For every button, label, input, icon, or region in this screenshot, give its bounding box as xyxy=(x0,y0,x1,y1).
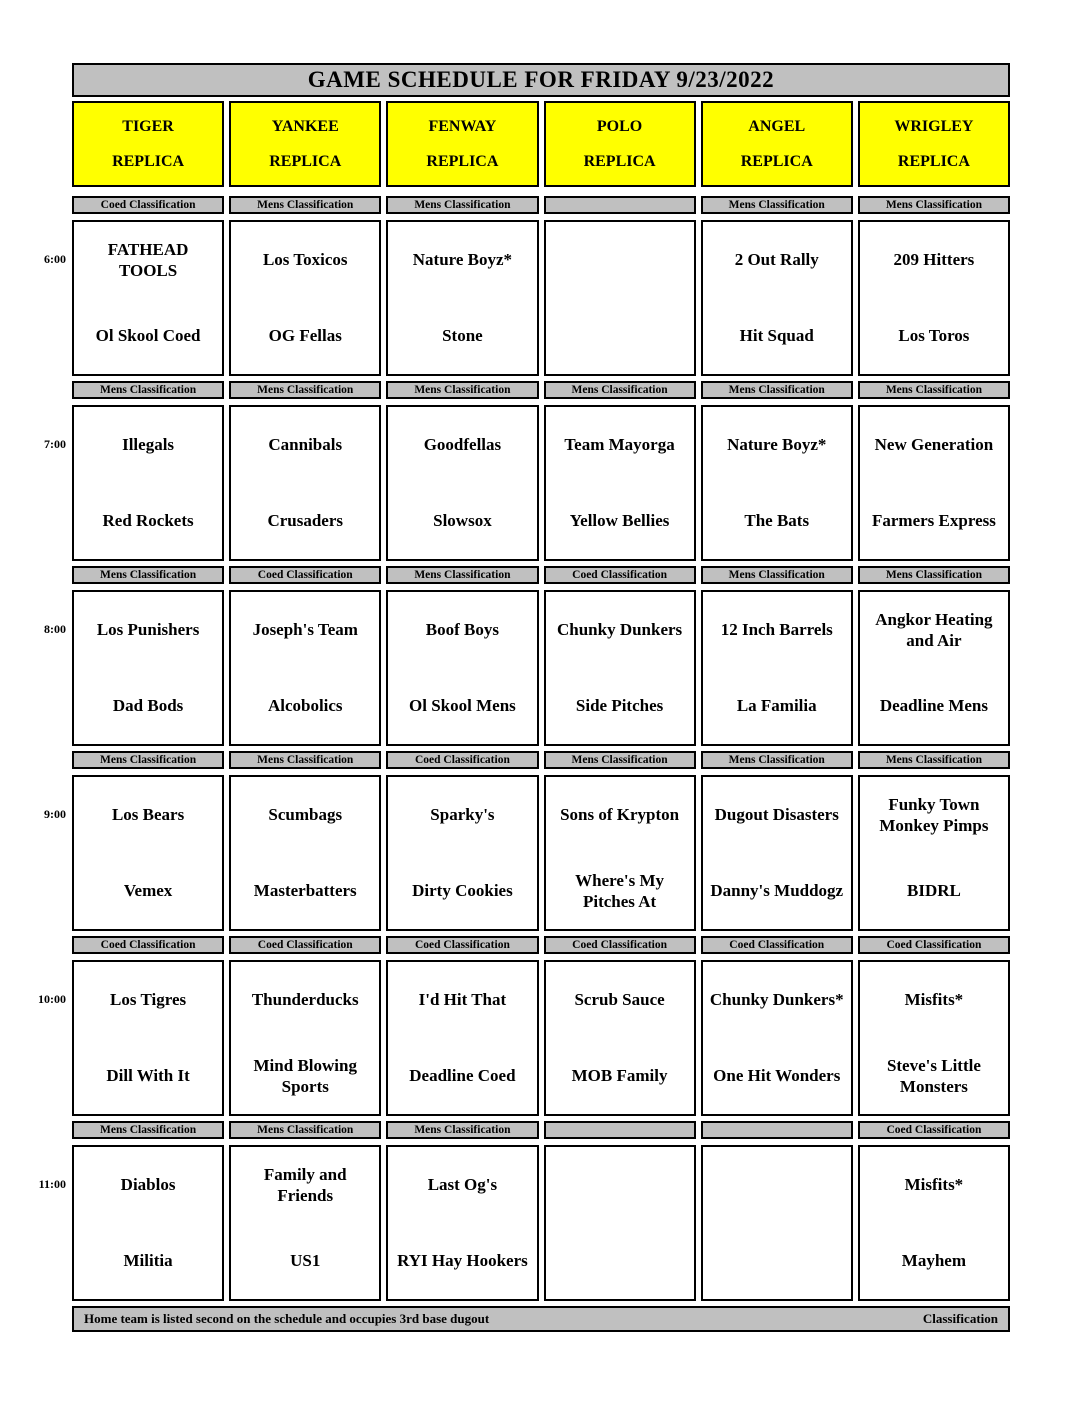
classification-fenway-600: Mens Classification xyxy=(386,196,538,214)
home-team: Danny's Muddogz xyxy=(710,881,844,901)
game-cell-yankee-1000 xyxy=(229,960,381,1116)
field-name: WRIGLEY xyxy=(894,117,974,135)
game-cell-yankee-700 xyxy=(229,405,381,561)
time-label-900: 9:00 xyxy=(44,807,66,821)
classification-row-700 xyxy=(72,381,1010,399)
away-team: Family and Friends xyxy=(263,1164,347,1205)
field-header-tiger xyxy=(72,101,224,187)
field-type: REPLICA xyxy=(583,152,656,170)
footer-note: Home team is listed second on the schedule and occupies 3rd base dugout xyxy=(84,1311,490,1326)
classification-row-800 xyxy=(72,566,1010,584)
time-label-1100: 11:00 xyxy=(38,1177,66,1191)
home-team: Militia xyxy=(123,1251,173,1271)
time-label-800: 8:00 xyxy=(44,622,66,636)
game-cell-tiger-1000 xyxy=(72,960,224,1116)
field-header-angel xyxy=(701,101,853,187)
game-cell-fenway-1100 xyxy=(386,1145,538,1301)
field-type: REPLICA xyxy=(269,152,342,170)
home-team: Stone xyxy=(442,326,483,346)
classification-angel-800: Mens Classification xyxy=(701,566,853,584)
field-type: REPLICA xyxy=(112,152,185,170)
classification-polo-1100 xyxy=(544,1121,696,1139)
classification-tiger-800: Mens Classification xyxy=(72,566,224,584)
field-name: FENWAY xyxy=(428,117,497,135)
classification-yankee-800: Coed Classification xyxy=(229,566,381,584)
game-cell-polo-800 xyxy=(544,590,696,746)
classification-yankee-1000: Coed Classification xyxy=(229,936,381,954)
classification-row-1000 xyxy=(72,936,1010,954)
classification-row-600 xyxy=(72,196,1010,214)
classification-angel-700: Mens Classification xyxy=(701,381,853,399)
classification-tiger-600: Coed Classification xyxy=(72,196,224,214)
classification-wrigley-900: Mens Classification xyxy=(858,751,1010,769)
time-block-1000 xyxy=(38,936,1010,1116)
game-cell-tiger-600 xyxy=(72,220,224,376)
home-team: Steve's Little Monsters xyxy=(886,1055,981,1096)
away-team: Goodfellas xyxy=(423,435,502,455)
away-team: Chunky Dunkers* xyxy=(709,990,844,1010)
time-block-700 xyxy=(44,381,1010,561)
away-team: Scumbags xyxy=(268,805,343,825)
time-label-1000: 10:00 xyxy=(38,992,66,1006)
game-cell-fenway-600 xyxy=(386,220,538,376)
schedule-title: GAME SCHEDULE FOR FRIDAY 9/23/2022 xyxy=(72,63,1010,97)
game-cell-yankee-900 xyxy=(229,775,381,931)
game-cell-angel-700 xyxy=(701,405,853,561)
home-team: Vemex xyxy=(123,881,173,901)
home-team: La Familia xyxy=(736,696,817,716)
away-team: Misfits* xyxy=(904,1175,964,1195)
game-cell-tiger-900 xyxy=(72,775,224,931)
field-name: POLO xyxy=(596,117,643,135)
classification-yankee-1100: Mens Classification xyxy=(229,1121,381,1139)
home-team: Red Rockets xyxy=(102,511,194,531)
classification-fenway-700: Mens Classification xyxy=(386,381,538,399)
home-team: The Bats xyxy=(744,511,810,531)
game-cell-angel-900 xyxy=(701,775,853,931)
game-row-700 xyxy=(72,405,1010,561)
away-team: Misfits* xyxy=(904,990,964,1010)
game-cell-angel-1100 xyxy=(701,1145,853,1301)
classification-yankee-600: Mens Classification xyxy=(229,196,381,214)
away-team: Funky Town Monkey Pimps xyxy=(879,794,989,835)
home-team: Masterbatters xyxy=(253,881,357,901)
home-team: Dirty Cookies xyxy=(412,881,513,901)
game-row-1000 xyxy=(72,960,1010,1116)
away-team: Scrub Sauce xyxy=(574,990,665,1010)
classification-tiger-1000: Coed Classification xyxy=(72,936,224,954)
away-team: I'd Hit That xyxy=(418,990,507,1010)
field-type: REPLICA xyxy=(897,152,970,170)
home-team: Where's My Pitches At xyxy=(575,870,665,911)
field-header-yankee xyxy=(229,101,381,187)
time-block-800 xyxy=(44,566,1010,746)
field-type: REPLICA xyxy=(740,152,813,170)
classification-yankee-700: Mens Classification xyxy=(229,381,381,399)
away-team: Thunderducks xyxy=(251,990,359,1010)
home-team: Farmers Express xyxy=(871,511,996,531)
classification-wrigley-600: Mens Classification xyxy=(858,196,1010,214)
field-header-polo xyxy=(544,101,696,187)
away-team: Los Toxicos xyxy=(262,250,348,270)
home-team: Dad Bods xyxy=(112,696,184,716)
game-cell-fenway-900 xyxy=(386,775,538,931)
game-cell-wrigley-600 xyxy=(858,220,1010,376)
footer-classification-label: Classification xyxy=(922,1311,998,1326)
classification-angel-1000: Coed Classification xyxy=(701,936,853,954)
game-cell-tiger-700 xyxy=(72,405,224,561)
footer-bar xyxy=(72,1306,1010,1332)
classification-angel-600: Mens Classification xyxy=(701,196,853,214)
away-team: Joseph's Team xyxy=(252,620,358,640)
classification-fenway-800: Mens Classification xyxy=(386,566,538,584)
game-cell-polo-900 xyxy=(544,775,696,931)
field-header-row xyxy=(72,101,1010,187)
classification-fenway-1000: Coed Classification xyxy=(386,936,538,954)
time-block-1100 xyxy=(38,1121,1010,1301)
away-team: Nature Boyz* xyxy=(727,435,827,455)
home-team xyxy=(546,1223,694,1299)
home-team: OG Fellas xyxy=(268,326,342,346)
classification-polo-800: Coed Classification xyxy=(544,566,696,584)
game-cell-polo-700 xyxy=(544,405,696,561)
field-name: YANKEE xyxy=(271,117,339,135)
classification-polo-700: Mens Classification xyxy=(544,381,696,399)
away-team: Sparky's xyxy=(430,805,495,825)
classification-row-1100 xyxy=(72,1121,1010,1139)
away-team: Angkor Heating and Air xyxy=(875,609,993,650)
game-cell-angel-800 xyxy=(701,590,853,746)
game-cell-tiger-1100 xyxy=(72,1145,224,1301)
home-team: Deadline Mens xyxy=(879,696,988,716)
time-label-700: 7:00 xyxy=(44,437,66,451)
game-cell-fenway-1000 xyxy=(386,960,538,1116)
home-team: Mayhem xyxy=(901,1251,967,1271)
home-team: Mind Blowing Sports xyxy=(253,1055,357,1096)
time-block-900 xyxy=(44,751,1010,931)
home-team: BIDRL xyxy=(906,881,961,901)
away-team: Illegals xyxy=(122,435,175,455)
game-cell-tiger-800 xyxy=(72,590,224,746)
away-team: Boof Boys xyxy=(425,620,500,640)
classification-tiger-700: Mens Classification xyxy=(72,381,224,399)
game-cell-polo-1100 xyxy=(544,1145,696,1301)
away-team: Sons of Krypton xyxy=(560,805,680,825)
classification-polo-1000: Coed Classification xyxy=(544,936,696,954)
game-cell-yankee-1100 xyxy=(229,1145,381,1301)
classification-angel-900: Mens Classification xyxy=(701,751,853,769)
game-cell-wrigley-900 xyxy=(858,775,1010,931)
classification-fenway-1100: Mens Classification xyxy=(386,1121,538,1139)
classification-wrigley-700: Mens Classification xyxy=(858,381,1010,399)
home-team: Hit Squad xyxy=(739,326,814,346)
away-team: Last Og's xyxy=(427,1175,498,1195)
home-team: Yellow Bellies xyxy=(569,511,670,531)
classification-tiger-900: Mens Classification xyxy=(72,751,224,769)
home-team: Ol Skool Mens xyxy=(409,696,516,716)
away-team: Nature Boyz* xyxy=(412,250,513,270)
classification-polo-600 xyxy=(544,196,696,214)
game-row-600 xyxy=(72,220,1010,376)
classification-fenway-900: Coed Classification xyxy=(386,751,538,769)
away-team xyxy=(546,1147,694,1223)
time-blocks xyxy=(38,196,1010,1301)
game-cell-polo-600 xyxy=(544,220,696,376)
away-team: FATHEAD TOOLS xyxy=(107,239,189,280)
home-team: Ol Skool Coed xyxy=(95,326,201,346)
game-cell-angel-1000 xyxy=(701,960,853,1116)
away-team xyxy=(546,222,694,298)
classification-angel-1100 xyxy=(701,1121,853,1139)
home-team xyxy=(703,1223,851,1299)
away-team: Los Punishers xyxy=(96,620,200,640)
away-team: Cannibals xyxy=(268,435,343,455)
game-cell-polo-1000 xyxy=(544,960,696,1116)
game-cell-angel-600 xyxy=(701,220,853,376)
classification-yankee-900: Mens Classification xyxy=(229,751,381,769)
home-team: Alcobolics xyxy=(267,696,343,716)
field-name: TIGER xyxy=(122,117,174,135)
away-team: 2 Out Rally xyxy=(734,250,819,270)
field-header-wrigley xyxy=(858,101,1010,187)
away-team: Dugout Disasters xyxy=(714,805,839,825)
game-row-900 xyxy=(72,775,1010,931)
classification-wrigley-1100: Coed Classification xyxy=(858,1121,1010,1139)
game-cell-yankee-800 xyxy=(229,590,381,746)
game-cell-wrigley-800 xyxy=(858,590,1010,746)
game-cell-wrigley-1000 xyxy=(858,960,1010,1116)
game-row-800 xyxy=(72,590,1010,746)
home-team: Crusaders xyxy=(267,511,344,531)
away-team: Chunky Dunkers xyxy=(556,620,683,640)
field-header-fenway xyxy=(386,101,538,187)
away-team: 209 Hitters xyxy=(893,250,975,270)
classification-polo-900: Mens Classification xyxy=(544,751,696,769)
classification-wrigley-1000: Coed Classification xyxy=(858,936,1010,954)
game-cell-fenway-700 xyxy=(386,405,538,561)
game-cell-yankee-600 xyxy=(229,220,381,376)
home-team: US1 xyxy=(290,1251,321,1271)
home-team: Slowsox xyxy=(433,511,492,531)
home-team: Los Toros xyxy=(898,326,970,346)
home-team xyxy=(546,298,694,374)
away-team: Los Tigres xyxy=(110,990,187,1010)
game-schedule xyxy=(38,63,1010,1332)
home-team: One Hit Wonders xyxy=(713,1066,841,1086)
classification-row-900 xyxy=(72,751,1010,769)
away-team: Diablos xyxy=(120,1175,176,1195)
home-team: Deadline Coed xyxy=(409,1066,516,1086)
away-team xyxy=(703,1147,851,1223)
game-cell-wrigley-1100 xyxy=(858,1145,1010,1301)
game-cell-fenway-800 xyxy=(386,590,538,746)
home-team: Side Pitches xyxy=(575,696,664,716)
home-team: MOB Family xyxy=(571,1066,668,1086)
time-label-600: 6:00 xyxy=(44,252,66,266)
home-team: RYI Hay Hookers xyxy=(397,1251,528,1271)
away-team: Team Mayorga xyxy=(564,435,675,455)
home-team: Dill With It xyxy=(106,1066,190,1086)
field-name: ANGEL xyxy=(748,117,806,135)
game-row-1100 xyxy=(72,1145,1010,1301)
away-team: Los Bears xyxy=(111,805,185,825)
away-team: New Generation xyxy=(874,435,994,455)
game-cell-wrigley-700 xyxy=(858,405,1010,561)
field-type: REPLICA xyxy=(426,152,499,170)
time-block-600 xyxy=(44,196,1010,376)
classification-tiger-1100: Mens Classification xyxy=(72,1121,224,1139)
away-team: 12 Inch Barrels xyxy=(720,620,833,640)
classification-wrigley-800: Mens Classification xyxy=(858,566,1010,584)
